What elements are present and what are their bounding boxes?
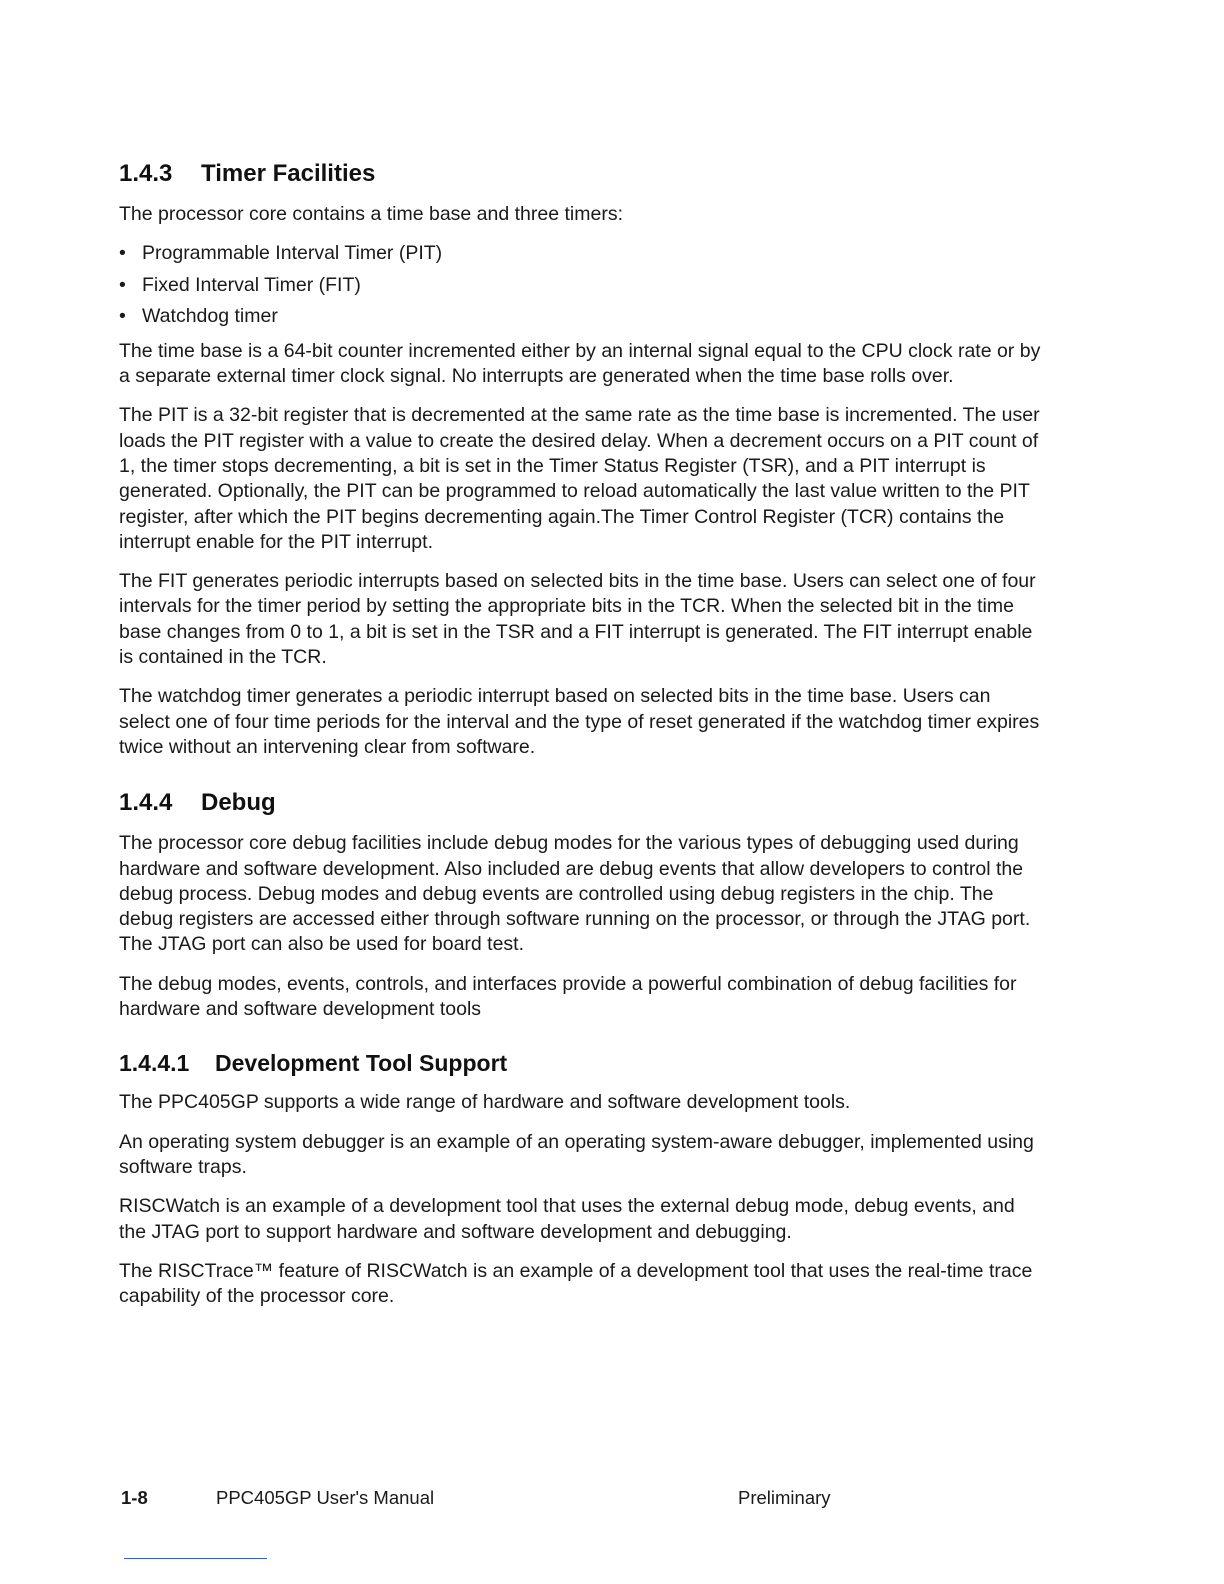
time-base-paragraph: The time base is a 64-bit counter incremented either by an internal signal equal to the CPU clock rate or by a separate external timer clock signal. No interrupts are generated when the time base rolls over. (119, 339, 1041, 388)
riscwatch-paragraph: RISCWatch is an example of a development tool that uses the external debug mode, debug events, and the JTAG port to support hardware and software development and debugging. (119, 1195, 1015, 1243)
debug-facilities-paragraph: The processor core debug facilities include debug modes for the various types of debugging used during hardware and software development. Also included are debug events that allow developers to control the debug process. Debug modes and debug events are controlled using debug registers in the chip. The debug registers are accessed either through software running on the processor, or through the JTAG port. The JTAG port can also be used for board test. (119, 832, 1031, 956)
list-item: • Programmable Interval Timer (PIT) (119, 241, 1044, 266)
footer-rule (124, 1558, 267, 1559)
tools-support-paragraph: The PPC405GP supports a wide range of hardware and software development tools. (119, 1091, 851, 1114)
page-body (119, 158, 1044, 1309)
heading-number: 1.4.4 (119, 789, 173, 817)
bullet-icon: • (119, 305, 126, 328)
heading-title: Development Tool Support (215, 1050, 508, 1077)
timer-intro-paragraph: The processor core contains a time base and three timers: (119, 203, 623, 225)
heading-title: Debug (201, 789, 276, 817)
heading-number: 1.4.4.1 (119, 1050, 190, 1077)
list-item: • Watchdog timer (119, 304, 1044, 329)
fit-paragraph: The FIT generates periodic interrupts based on selected bits in the time base. Users can select one of four intervals for the timer period by setting the appropriate bits in the TCR. When the selected bit in the time base changes from 0 to 1, a bit is set in the TSR and a FIT interrupt is generated. The FIT interrupt enable is contained in the TCR. (119, 570, 1036, 669)
page-number: 1-8 (121, 1487, 148, 1508)
heading-title: Timer Facilities (201, 160, 376, 187)
list-item: • Fixed Interval Timer (FIT) (119, 273, 1044, 298)
heading-debug (119, 787, 1044, 819)
manual-title: PPC405GP User's Manual (216, 1487, 435, 1508)
watchdog-paragraph: The watchdog timer generates a periodic interrupt based on selected bits in the time base. Users can select one of four time periods for the interval and the type of reset generated if the watchdog timer expires twice without an intervening clear from software. (119, 685, 1040, 758)
debug-modes-paragraph: The debug modes, events, controls, and interfaces provide a powerful combination of debug facilities for hardware and software development tools (119, 972, 1017, 1021)
heading-number: 1.4.3 (119, 160, 173, 187)
heading-development-tool-support (119, 1048, 1044, 1078)
bullet-icon: • (119, 273, 126, 296)
bullet-icon: • (119, 242, 126, 265)
os-debugger-paragraph: An operating system debugger is an example of an operating system-aware debugger, implemented using software traps. (119, 1130, 1034, 1178)
risctrace-paragraph: The RISCTrace™ feature of RISCWatch is an example of a development tool that uses the real-time trace capability of the processor core. (119, 1259, 1033, 1308)
document-status: Preliminary (738, 1487, 831, 1508)
heading-timer-facilities (119, 158, 1044, 190)
timer-list (119, 241, 1044, 329)
pit-paragraph: The PIT is a 32-bit register that is decremented at the same rate as the time base is incremented. The user loads the PIT register with a value to create the desired delay. When a decrement occurs on a PIT count of 1, the timer stops decrementing, a bit is set in the Timer Status Register (TSR), and a PIT interrupt is generated. Optionally, the PIT can be programmed to reload automatically the last value written to the PIT register, after which the PIT begins decrementing again.The Timer Control Register (TCR) contains the interrupt enable for the PIT interrupt. (119, 404, 1040, 553)
